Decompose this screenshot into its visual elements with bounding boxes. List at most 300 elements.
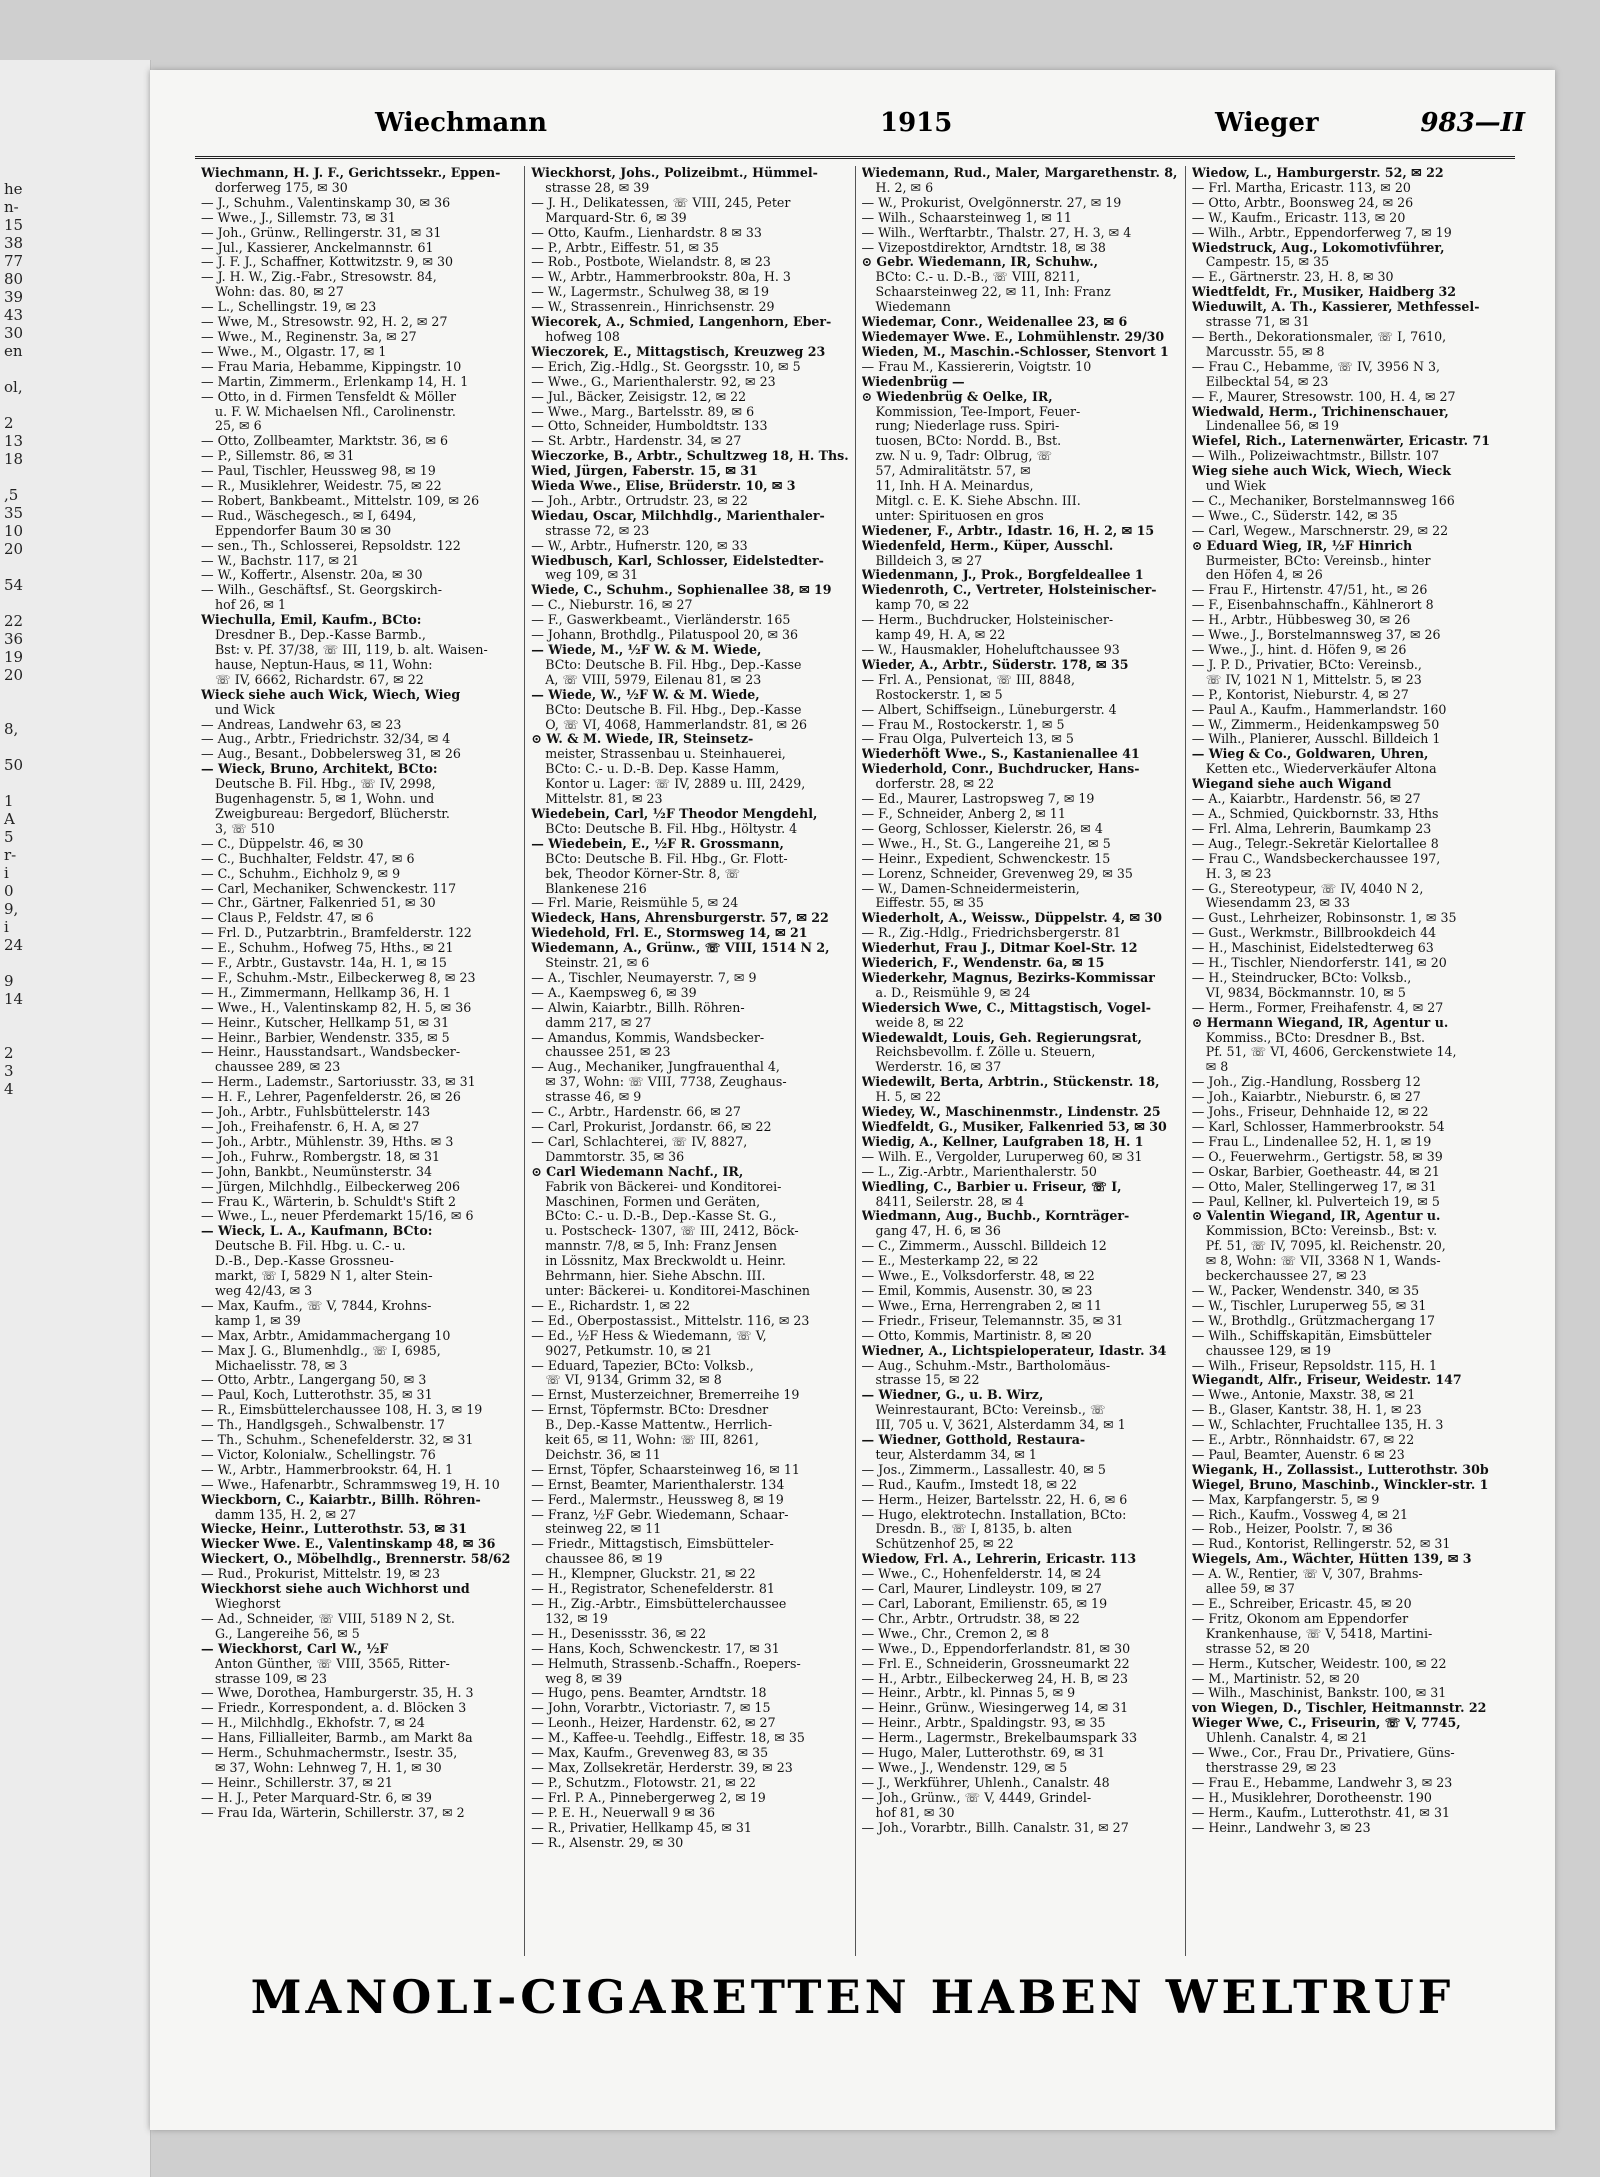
directory-entry: Wiedenroth, C., Vertreter, Holsteinischer- — [861, 583, 1157, 598]
directory-entry: — A., Kaiarbtr., Hardenstr. 56, ✉ 27 — [1191, 792, 1421, 807]
directory-entry: und Wick — [215, 702, 275, 717]
directory-entry: — H., Milchhdlg., Ekhofstr. 7, ✉ 24 — [201, 1716, 425, 1731]
directory-entry: Wiechmann, H. J. F., Gerichtssekr., Eppen- — [201, 166, 501, 180]
directory-entry: — Paul A., Kaufm., Hammerlandstr. 160 — [1191, 702, 1447, 717]
directory-entry: Deichstr. 36, ✉ 11 — [545, 1447, 661, 1462]
directory-entry: — Jul., Bäcker, Zeisigstr. 12, ✉ 22 — [531, 389, 747, 404]
directory-entry: Deutsche B. Fil. Hbg. u. C.- u. — [215, 1239, 406, 1254]
directory-entry: — Th., Handlgsgeh., Schwalbenstr. 17 — [201, 1418, 445, 1433]
directory-entry: — Wieg & Co., Goldwaren, Uhren, — [1191, 747, 1429, 762]
directory-entry: kamp 1, ✉ 39 — [215, 1313, 301, 1328]
directory-page — [150, 70, 1555, 2130]
directory-entry: 57, Admiralitätstr. 57, ✉ — [875, 464, 1031, 479]
directory-entry: hause, Neptun-Haus, ✉ 11, Wohn: — [215, 657, 433, 672]
directory-entry: chaussee 129, ✉ 19 — [1205, 1343, 1331, 1358]
directory-entry: 132, ✉ 19 — [545, 1611, 608, 1626]
directory-entry: — Wwe., M., Reginenstr. 3a, ✉ 27 — [201, 329, 417, 344]
directory-entry: — Heinr., Expedient, Schwenckestr. 15 — [861, 851, 1111, 866]
directory-entry: — Wwe., Hafenarbtr., Schrammsweg 19, H. 10 — [201, 1477, 500, 1492]
directory-entry: strasse 109, ✉ 23 — [215, 1671, 328, 1686]
directory-entry: Wieckert, O., Möbelhdlg., Brennerstr. 58/62 — [201, 1552, 511, 1567]
directory-entry: — Oskar, Barbier, Goetheastr. 44, ✉ 21 — [1191, 1164, 1440, 1179]
directory-entry: 11, Inh. H A. Meinardus, — [875, 479, 1034, 494]
directory-entry: — Rud., Prokurist, Mittelstr. 19, ✉ 23 — [201, 1567, 440, 1582]
directory-entry: — Hugo, Maler, Lutterothstr. 69, ✉ 31 — [861, 1746, 1105, 1761]
directory-entry: H. 2, ✉ 6 — [875, 180, 934, 195]
directory-entry: — W., Damen-Schneidermeisterin, — [861, 881, 1080, 896]
directory-entry: — Ernst, Beamter, Marienthalerstr. 134 — [531, 1477, 785, 1492]
directory-entry: den Höfen 4, ✉ 26 — [1205, 568, 1323, 583]
directory-entry: — Hans, Fillialleiter, Barmb., am Markt 8a — [201, 1731, 473, 1746]
directory-entry: — R., Musiklehrer, Weidestr. 75, ✉ 22 — [201, 479, 442, 494]
directory-entry: Marquard-Str. 6, ✉ 39 — [545, 210, 687, 225]
directory-entry: B., Dep.-Kasse Mattentw., Herrlich- — [545, 1418, 773, 1433]
directory-entry: strasse 15, ✉ 22 — [875, 1373, 980, 1388]
directory-entry: — Friedr., Friseur, Telemannstr. 35, ✉ 31 — [861, 1313, 1124, 1328]
directory-entry: — H., Zig.-Arbtr., Eimsbüttelerchaussee — [531, 1597, 787, 1611]
directory-entry: — A. W., Rentier, ☏ V, 307, Brahms- — [1191, 1567, 1423, 1582]
directory-entry: — H., Arbtr., Hübbesweg 30, ✉ 26 — [1191, 613, 1411, 628]
margin-fragment: 8, — [4, 720, 19, 738]
directory-entry: Eppendorfer Baum 30 ✉ 30 — [215, 523, 392, 538]
directory-entry: — Johann, Brothdlg., Pilatuspool 20, ✉ 36 — [531, 628, 799, 643]
directory-entry: ⊙ Gebr. Wiedemann, IR, Schuhw., — [861, 255, 1099, 270]
directory-entry: — E., Mesterkamp 22, ✉ 22 — [861, 1254, 1039, 1269]
directory-entry: Wiedewilt, Berta, Arbtrin., Stückenstr. 18, — [861, 1075, 1160, 1090]
directory-entry: Wiedemar, Conr., Weidenallee 23, ✉ 6 — [861, 315, 1128, 330]
directory-entry: — Wilh., Arbtr., Eppendorferweg 7, ✉ 19 — [1191, 225, 1452, 240]
margin-fragment: 35 — [4, 504, 24, 522]
directory-entry: — Max, Zollsekretär, Herderstr. 39, ✉ 23 — [531, 1760, 793, 1775]
directory-entry: — Robert, Bankbeamt., Mittelstr. 109, ✉ 26 — [201, 493, 480, 508]
margin-fragment: 22 — [4, 612, 24, 630]
directory-entry: — Gust., Werkmstr., Billbrookdeich 44 — [1191, 926, 1437, 941]
directory-entry: — Frau Olga, Pulverteich 13, ✉ 5 — [861, 732, 1074, 747]
directory-entry: — Herm., Kutscher, Weidestr. 100, ✉ 22 — [1191, 1656, 1447, 1671]
directory-entry: Wiedbusch, Karl, Schlosser, Eidelstedter- — [531, 553, 824, 568]
directory-entry: markt, ☏ I, 5829 N 1, alter Stein- — [215, 1269, 433, 1284]
margin-fragment: 2 — [4, 414, 14, 432]
directory-entry: — Rud., Kaufm., Imstedt 18, ✉ 22 — [861, 1477, 1078, 1492]
margin-fragment: 18 — [4, 450, 24, 468]
directory-entry: — Max, Kaufm., Grevenweg 83, ✉ 35 — [531, 1746, 769, 1761]
directory-entry: — Heinr., Landwehr 3, ✉ 23 — [1191, 1820, 1371, 1835]
directory-entry: — Andreas, Landwehr 63, ✉ 23 — [201, 717, 402, 732]
directory-entry: — Joh., Vorarbtr., Billh. Canalstr. 31, ✉ 27 — [861, 1820, 1129, 1835]
directory-entry: — Frau L., Lindenallee 52, H. 1, ✉ 19 — [1191, 1134, 1432, 1149]
directory-entry: Schaarsteinweg 22, ✉ 11, Inh: Franz — [875, 285, 1111, 300]
directory-entry: — Rich., Kaufm., Vossweg 4, ✉ 21 — [1191, 1507, 1409, 1522]
directory-entry: Wiedemann, Rud., Maler, Margarethenstr. 8, — [861, 166, 1178, 180]
directory-entry: — W., Arbtr., Hammerbrookstr. 80a, H. 3 — [531, 270, 791, 285]
directory-entry: — P. E. H., Neuerwall 9 ✉ 36 — [531, 1805, 715, 1820]
directory-entry: dorferstr. 28, ✉ 22 — [875, 777, 995, 792]
directory-entry: Eiffestr. 55, ✉ 35 — [875, 896, 984, 911]
directory-entry: — Otto, Schneider, Humboldtstr. 133 — [531, 419, 768, 434]
directory-entry: — Joh., Freihafenstr. 6, H. A, ✉ 27 — [201, 1120, 420, 1134]
directory-entry: — Lorenz, Schneider, Grevenweg 29, ✉ 35 — [861, 866, 1133, 881]
directory-entry: — Carl, Laborant, Emilienstr. 65, ✉ 19 — [861, 1597, 1108, 1611]
directory-entry: — Alwin, Kaiarbtr., Billh. Röhren- — [531, 1000, 745, 1015]
directory-entry: — Aug., Besant., Dobbelersweg 31, ✉ 26 — [201, 747, 461, 762]
directory-entry: — Eduard, Tapezier, BCto: Volksb., — [531, 1358, 754, 1373]
directory-entry: chaussee 289, ✉ 23 — [215, 1060, 341, 1075]
directory-entry: Wiegank, H., Zollassist., Lutterothstr. 30b — [1191, 1462, 1489, 1477]
margin-fragment: 14 — [4, 990, 24, 1008]
directory-entry: ✉ 8, Wohn: ☏ VII, 3368 N 1, Wands- — [1205, 1254, 1441, 1269]
directory-entry: — W., Koffertr., Alsenstr. 20a, ✉ 30 — [201, 568, 423, 583]
directory-entry: Dresdn. B., ☏ I, 8135, b. alten — [875, 1522, 1072, 1537]
directory-entry: — Wiede, W., ½F W. & M. Wiede, — [531, 687, 760, 702]
directory-entry: — W., Brothdlg., Grützmachergang 17 — [1191, 1313, 1436, 1328]
margin-fragment: i — [4, 918, 9, 936]
directory-entry: — B., Glaser, Kantstr. 38, H. 1, ✉ 23 — [1191, 1403, 1422, 1418]
directory-entry: kamp 70, ✉ 22 — [875, 598, 970, 613]
directory-entry: — H., Registrator, Schenefelderstr. 81 — [531, 1582, 775, 1597]
margin-fragment: 9 — [4, 972, 14, 990]
directory-entry: — Ernst, Töpfer, Schaarsteinweg 16, ✉ 11 — [531, 1462, 800, 1477]
directory-entry: — Wwe, M., Stresowstr. 92, H. 2, ✉ 27 — [201, 315, 448, 330]
directory-entry: — Aug., Mechaniker, Jungfrauenthal 4, — [531, 1060, 780, 1075]
directory-entry: — Wilh., Polizeiwachtmstr., Billstr. 107 — [1191, 449, 1440, 464]
directory-entry: — Joh., Arbtr., Fuhlsbüttelerstr. 143 — [201, 1105, 431, 1120]
directory-entry: Wieczorek, E., Mittagstisch, Kreuzweg 23 — [531, 344, 826, 359]
header-right-keyword: Wieger — [1215, 108, 1319, 138]
margin-fragment: 43 — [4, 306, 24, 324]
directory-entry: A, ☏ VIII, 5979, Eilenau 81, ✉ 23 — [545, 672, 762, 687]
directory-entry: ☏ VI, 9134, Grimm 32, ✉ 8 — [545, 1373, 722, 1388]
directory-entry: — Max, Kaufm., ☏ V, 7844, Krohns- — [201, 1298, 432, 1313]
directory-entry: — Wiedebein, E., ½F R. Grossmann, — [531, 836, 784, 851]
directory-entry: — Wilh., Maschinist, Bankstr. 100, ✉ 31 — [1191, 1686, 1447, 1701]
directory-entry: Wieder, A., Arbtr., Süderstr. 178, ✉ 35 — [861, 657, 1129, 672]
directory-entry: Wiedow, L., Hamburgerstr. 52, ✉ 22 — [1191, 166, 1444, 180]
margin-fragment: en — [4, 342, 23, 360]
directory-entry: — Wwe., J., Sillemstr. 73, ✉ 31 — [201, 210, 396, 225]
directory-entry: strasse 52, ✉ 20 — [1205, 1641, 1310, 1656]
directory-entry: Steinstr. 21, ✉ 6 — [545, 956, 650, 971]
directory-entry: — Jos., Zimmerm., Lassallestr. 40, ✉ 5 — [861, 1462, 1106, 1477]
directory-entry: — Heinr., Barbier, Wendenstr. 335, ✉ 5 — [201, 1030, 450, 1045]
directory-entry: — Wilh., Werftarbtr., Thalstr. 27, H. 3, ✉ 4 — [861, 225, 1132, 240]
directory-entry: Wiedemayer Wwe. E., Lohmühlenstr. 29/30 — [861, 329, 1165, 344]
directory-entry: — Joh., Grünw., ☏ V, 4449, Grindel- — [861, 1790, 1092, 1805]
directory-entry: Wiedmann, Aug., Buchb., Kornträger- — [861, 1209, 1130, 1224]
margin-fragment — [4, 702, 23, 720]
directory-entry: chaussee 251, ✉ 23 — [545, 1045, 671, 1060]
directory-entry: — Claus P., Feldstr. 47, ✉ 6 — [201, 911, 374, 926]
directory-entry: — Frau Maria, Hebamme, Kippingstr. 10 — [201, 359, 462, 374]
directory-entry: Kommission, BCto: Vereinsb., Bst: v. — [1205, 1224, 1438, 1239]
directory-entry: — Heinr., Hausstandsart., Wandsbecker- — [201, 1045, 461, 1060]
directory-entry: — Frl. Alma, Lehrerin, Baumkamp 23 — [1191, 821, 1432, 836]
directory-entry: Wiedau, Oscar, Milchhdlg., Marienthaler- — [531, 508, 825, 523]
directory-entry: ⊙ Wiedenbrüg & Oelke, IR, — [861, 389, 1053, 404]
directory-entry: — Wwe., J., Wendenstr. 129, ✉ 5 — [861, 1760, 1068, 1775]
directory-entry: — Erich, Zig.-Hdlg., St. Georgsstr. 10, ✉ 5 — [531, 359, 801, 374]
directory-entry: — Carl, Maurer, Lindleystr. 109, ✉ 27 — [861, 1582, 1102, 1597]
margin-fragment: 0 — [4, 882, 14, 900]
margin-fragment: 10 — [4, 522, 24, 540]
directory-entry: — L., Schellingstr. 19, ✉ 23 — [201, 300, 377, 315]
directory-entry: Wiede, C., Schuhm., Sophienallee 38, ✉ 19 — [531, 583, 832, 598]
directory-entry: — A., Tischler, Neumayerstr. 7, ✉ 9 — [531, 970, 757, 985]
directory-entry: ✉ 37, Wohn: ☏ VIII, 7738, Zeughaus- — [545, 1075, 787, 1090]
directory-entry: — Wiedner, Gotthold, Restaura- — [861, 1433, 1086, 1448]
directory-entry: — Max, Arbtr., Amidammachergang 10 — [201, 1328, 451, 1343]
directory-entry: — Wwe., Antonie, Maxstr. 38, ✉ 21 — [1191, 1388, 1416, 1403]
directory-entry: — C., Schuhm., Eichholz 9, ✉ 9 — [201, 866, 401, 881]
directory-entry: Fabrik von Bäckerei- und Konditorei- — [545, 1179, 782, 1194]
directory-entry: Wiedewaldt, Louis, Geh. Regierungsrat, — [861, 1030, 1142, 1045]
directory-entry: Deutsche B. Fil. Hbg., ☏ IV, 2998, — [215, 777, 436, 792]
margin-fragment: 3 — [4, 1062, 14, 1080]
directory-entry: — Joh., Grünw., Rellingerstr. 31, ✉ 31 — [201, 225, 442, 240]
directory-entry: weg 8, ✉ 39 — [545, 1671, 623, 1686]
directory-entry: Wieckhorst siehe auch Wichhorst und — [201, 1582, 470, 1597]
directory-entry: — Victor, Kolonialw., Schellingstr. 76 — [201, 1447, 436, 1462]
directory-entry: — Wwe., H., Valentinskamp 82, H. 5, ✉ 36 — [201, 1000, 472, 1015]
directory-entry: III, 705 u. V, 3621, Alsterdamm 34, ✉ 1 — [875, 1418, 1126, 1433]
directory-entry: dorferweg 175, ✉ 30 — [215, 180, 348, 195]
directory-entry: weide 8, ✉ 22 — [875, 1015, 964, 1030]
directory-entry: Wiederhut, Frau J., Ditmar Koel-Str. 12 — [861, 941, 1138, 956]
directory-entry: — Chr., Arbtr., Ortrudstr. 38, ✉ 22 — [861, 1611, 1080, 1626]
directory-entry: — Frau F., Hirtenstr. 47/51, ht., ✉ 26 — [1191, 583, 1428, 598]
directory-entry: — Wwe., G., Marienthalerstr. 92, ✉ 23 — [531, 374, 776, 389]
directory-entry: — Wwe., E., Volksdorferstr. 48, ✉ 22 — [861, 1269, 1095, 1284]
directory-entry: — Wwe., C., Süderstr. 142, ✉ 35 — [1191, 508, 1398, 523]
directory-entry: — Wiede, M., ½F W. & M. Wiede, — [531, 643, 762, 657]
directory-entry: — Frl. Martha, Ericastr. 113, ✉ 20 — [1191, 180, 1411, 195]
directory-entry: — Carl, Schlachterei, ☏ IV, 8827, — [531, 1134, 748, 1149]
directory-entry: — Wilh., Planierer, Ausschl. Billdeich 1 — [1191, 732, 1441, 747]
directory-entry: — Wieckhorst, Carl W., ½F — [201, 1641, 389, 1656]
margin-fragment: 80 — [4, 270, 24, 288]
margin-fragment: 36 — [4, 630, 24, 648]
directory-entry: — C., Nieburstr. 16, ✉ 27 — [531, 598, 693, 613]
directory-entry: Wieger Wwe, C., Friseurin, ☏ V, 7745, — [1191, 1716, 1461, 1731]
directory-entry: Wiecker Wwe. E., Valentinskamp 48, ✉ 36 — [201, 1537, 496, 1552]
directory-entry: Wiedenfeld, Herm., Küper, Ausschl. — [861, 538, 1114, 553]
directory-entry: — Otto, Arbtr., Boonsweg 24, ✉ 26 — [1191, 195, 1414, 210]
directory-entry: Maschinen, Formen und Geräten, — [545, 1194, 761, 1209]
directory-entry: — Joh., Fuhrw., Rombergstr. 18, ✉ 31 — [201, 1149, 441, 1164]
margin-fragment: i — [4, 864, 9, 882]
directory-entry: therstrasse 29, ✉ 23 — [1205, 1760, 1337, 1775]
column-2 — [525, 166, 855, 1956]
directory-entry: — Frau M., Rostockerstr. 1, ✉ 5 — [861, 717, 1065, 732]
margin-fragment — [4, 1008, 23, 1026]
directory-entry: Bst: v. Pf. 37/38, ☏ III, 119, b. alt. Waisen- — [215, 643, 488, 657]
directory-entry: Wiedeck, Hans, Ahrensburgerstr. 57, ✉ 22 — [531, 911, 829, 926]
directory-entry: — W., Strassenrein., Hinrichsenstr. 29 — [531, 300, 775, 315]
directory-entry: — Wwe., Cor., Frau Dr., Privatiere, Güns- — [1191, 1746, 1455, 1761]
directory-entry: — H., Klempner, Gluckstr. 21, ✉ 22 — [531, 1567, 756, 1582]
directory-entry: — J. H. W., Zig.-Fabr., Stresowstr. 84, — [201, 270, 437, 285]
directory-entry: mannstr. 7/8, ✉ 5, Inh: Franz Jensen — [545, 1239, 778, 1254]
directory-entry: ⊙ Valentin Wiegand, IR, Agentur u. — [1191, 1209, 1441, 1224]
directory-entry: — Herm., Kaufm., Lutterothstr. 41, ✉ 31 — [1191, 1805, 1450, 1820]
directory-entry: Wiederhöft Wwe., S., Kastanienallee 41 — [861, 747, 1140, 762]
directory-entry: Schützenhof 25, ✉ 22 — [875, 1537, 1014, 1552]
directory-entry: — Berth., Dekorationsmaler, ☏ I, 7610, — [1191, 329, 1447, 344]
directory-entry: BCto: C.- u. D.-B., ☏ VIII, 8211, — [875, 270, 1081, 285]
directory-entry: — C., Buchhalter, Feldstr. 47, ✉ 6 — [201, 851, 415, 866]
directory-entry: Wiedwald, Herm., Trichinenschauer, — [1191, 404, 1449, 419]
page-number: 983—II — [1420, 108, 1525, 138]
directory-entry: Anton Günther, ☏ VIII, 3565, Ritter- — [215, 1656, 450, 1671]
directory-entry: Werderstr. 16, ✉ 37 — [875, 1060, 1002, 1075]
directory-entry: — Wilh. E., Vergolder, Luruperweg 60, ✉ 31 — [861, 1149, 1143, 1164]
directory-entry: — Frl. A., Pensionat, ☏ III, 8848, — [861, 672, 1075, 687]
directory-entry: in Lössnitz, Max Breckwoldt u. Heinr. — [545, 1254, 786, 1269]
directory-entry: Lindenallee 56, ✉ 19 — [1205, 419, 1339, 434]
margin-fragment — [4, 738, 23, 756]
directory-entry: weg 109, ✉ 31 — [545, 568, 639, 583]
directory-entry: — W., Arbtr., Hufnerstr. 120, ✉ 33 — [531, 538, 748, 553]
directory-entry: Wiechulla, Emil, Kaufm., BCto: — [201, 613, 422, 628]
directory-entry: ⊙ Hermann Wiegand, IR, Agentur u. — [1191, 1015, 1449, 1030]
directory-entry: — Frau M., Kassiererin, Voigtstr. 10 — [861, 359, 1092, 374]
directory-entry: Wieckborn, C., Kaiarbtr., Billh. Röhren- — [201, 1492, 481, 1507]
directory-entry: — C., Arbtr., Hardenstr. 66, ✉ 27 — [531, 1105, 741, 1120]
directory-entry: Wiedey, W., Maschinenmstr., Lindenstr. 25 — [861, 1105, 1161, 1120]
directory-entry: — P., Arbtr., Eiffestr. 51, ✉ 35 — [531, 240, 720, 255]
directory-entry: — H., Desenissstr. 36, ✉ 22 — [531, 1626, 707, 1641]
margin-fragment: ol, — [4, 378, 23, 396]
directory-entry: — E., Arbtr., Rönnhaidstr. 67, ✉ 22 — [1191, 1433, 1415, 1448]
directory-entry: hof 26, ✉ 1 — [215, 598, 286, 613]
directory-entry: — Frau C., Hebamme, ☏ IV, 3956 N 3, — [1191, 359, 1440, 374]
directory-entry: — Heinr., Arbtr., kl. Pinnas 5, ✉ 9 — [861, 1686, 1076, 1701]
directory-entry: Wieg siehe auch Wick, Wiech, Wieck — [1191, 464, 1451, 479]
directory-entry: Michaelisstr. 78, ✉ 3 — [215, 1358, 348, 1373]
directory-entry: — Wwe., C., Hohenfelderstr. 14, ✉ 24 — [861, 1567, 1102, 1582]
directory-entry: Wiedener, F., Arbtr., Idastr. 16, H. 2, ✉ 15 — [861, 523, 1155, 538]
directory-entry: a. D., Reismühle 9, ✉ 24 — [875, 985, 1031, 1000]
header-year: 1915 — [880, 108, 953, 138]
directory-entry: Behrmann, hier. Siehe Abschn. III. — [545, 1269, 766, 1284]
directory-entry: — Wwe., D., Eppendorferlandstr. 81, ✉ 30 — [861, 1641, 1131, 1656]
margin-fragment: 77 — [4, 252, 24, 270]
margin-fragment: 54 — [4, 576, 24, 594]
directory-entry: Rostockerstr. 1, ✉ 5 — [875, 687, 1003, 702]
directory-entry: weg 42/43, ✉ 3 — [215, 1283, 313, 1298]
directory-entry: — J. P. D., Privatier, BCto: Vereinsb., — [1191, 657, 1422, 672]
adjacent-page-fragments — [4, 180, 23, 1098]
directory-entry: — P., Sillemstr. 86, ✉ 31 — [201, 449, 355, 464]
directory-entry: Wieck siehe auch Wick, Wiech, Wieg — [201, 687, 461, 702]
directory-entry: Wiedenmann, J., Prok., Borgfeldeallee 1 — [861, 568, 1144, 583]
directory-entry: kamp 49, H. A, ✉ 22 — [875, 628, 1006, 643]
directory-entry: — Friedr., Korrespondent, a. d. Blöcken 3 — [201, 1701, 467, 1716]
margin-fragment — [4, 1026, 23, 1044]
directory-entry: — H. F., Lehrer, Pagenfelderstr. 26, ✉ 26 — [201, 1090, 461, 1105]
directory-entry: BCto: Deutsche B. Fil. Hbg., Dep.-Kasse — [545, 702, 802, 717]
margin-fragment: n- — [4, 198, 19, 216]
directory-entry: — F., Arbtr., Gustavstr. 14a, H. 1, ✉ 15 — [201, 956, 447, 971]
directory-entry: hofweg 108 — [545, 329, 620, 344]
margin-fragment: 24 — [4, 936, 24, 954]
directory-entry: O, ☏ VI, 4068, Hammerlandstr. 81, ✉ 26 — [545, 717, 808, 732]
directory-entry: 3, ☏ 510 — [215, 821, 275, 836]
directory-entry: Wiegand siehe auch Wigand — [1191, 777, 1392, 792]
directory-entry: — John, Bankbt., Neumünsterstr. 34 — [201, 1164, 433, 1179]
directory-entry: 9027, Petkumstr. 10, ✉ 21 — [545, 1343, 713, 1358]
directory-entry: — Paul, Tischler, Heussweg 98, ✉ 19 — [201, 464, 436, 479]
margin-fragment: 9, — [4, 900, 19, 918]
directory-entry: — C., Mechaniker, Borstelmannsweg 166 — [1191, 493, 1455, 508]
margin-fragment — [4, 954, 23, 972]
directory-entry: — W., Arbtr., Hammerbrookstr. 64, H. 1 — [201, 1462, 454, 1477]
directory-entry: — M., Martinistr. 52, ✉ 20 — [1191, 1671, 1360, 1686]
directory-entry: — Ernst, Töpfermstr. BCto: Dresdner — [531, 1403, 769, 1418]
directory-entry: — Heinr., Arbtr., Spaldingstr. 93, ✉ 35 — [861, 1716, 1106, 1731]
directory-entry: — Wwe., Chr., Cremon 2, ✉ 8 — [861, 1626, 1050, 1641]
margin-fragment: 2 — [4, 1044, 14, 1062]
directory-entry: — C., Düppelstr. 46, ✉ 30 — [201, 836, 364, 851]
directory-entry: — Ad., Schneider, ☏ VIII, 5189 N 2, St. — [201, 1611, 455, 1626]
margin-fragment: 20 — [4, 540, 24, 558]
directory-entry: — Wieck, Bruno, Architekt, BCto: — [201, 762, 438, 777]
directory-entry: — Hugo, pens. Beamter, Arndtstr. 18 — [531, 1686, 767, 1701]
directory-entry: — Paul, Beamter, Auenstr. 6 ✉ 23 — [1191, 1447, 1405, 1462]
adjacent-page-margin — [0, 60, 151, 2177]
margin-fragment: 50 — [4, 756, 24, 774]
directory-entry: BCto: Deutsche B. Fil. Hbg., Dep.-Kasse — [545, 657, 802, 672]
directory-entry: — Joh., Arbtr., Ortrudstr. 23, ✉ 22 — [531, 493, 748, 508]
directory-entry: — J. F. J., Schaffner, Kottwitzstr. 9, ✉ 30 — [201, 255, 454, 270]
directory-entry: — Herm., Heizer, Bartelsstr. 22, H. 6, ✉ 6 — [861, 1492, 1128, 1507]
directory-entry: — H., Musiklehrer, Dorotheenstr. 190 — [1191, 1790, 1432, 1805]
directory-entry: — H., Zimmermann, Hellkamp 36, H. 1 — [201, 985, 452, 1000]
directory-entry: ✉ 37, Wohn: Lehnweg 7, H. 1, ✉ 30 — [215, 1760, 442, 1775]
directory-entry: — Wilh., Schiffskapitän, Eimsbütteler — [1191, 1328, 1432, 1343]
directory-entry: — Ernst, Musterzeichner, Bremerreihe 19 — [531, 1388, 800, 1403]
advertisement-banner: MANOLI-CIGARETTEN HABEN WELTRUF — [250, 1970, 1455, 2024]
directory-entry: Wiederholt, A., Weissw., Düppelstr. 4, ✉ 30 — [861, 911, 1162, 926]
directory-entry: — Frl. D., Putzarbtrin., Bramfelderstr. 122 — [201, 926, 472, 941]
directory-entry: strasse 46, ✉ 9 — [545, 1090, 642, 1105]
directory-entry: — Max J. G., Blumenhdlg., ☏ I, 6985, — [201, 1343, 441, 1358]
directory-entry: Wiedemann, A., Grünw., ☏ VIII, 1514 N 2, — [531, 941, 830, 956]
directory-entry: Wiesendamm 23, ✉ 33 — [1205, 896, 1351, 911]
directory-entry: — J., Schuhm., Valentinskamp 30, ✉ 36 — [201, 195, 451, 210]
directory-entry: — J. H., Delikatessen, ☏ VIII, 245, Peter — [531, 195, 791, 210]
directory-entry: — M., Kaffee-u. Teehdlg., Eiffestr. 18, ✉ 35 — [531, 1731, 805, 1746]
directory-entry: — Wwe., M., Olgastr. 17, ✉ 1 — [201, 344, 387, 359]
directory-entry: — Wwe., L., neuer Pferdemarkt 15/16, ✉ 6 — [201, 1209, 474, 1224]
directory-entry: — Carl, Mechaniker, Schwenckestr. 117 — [201, 881, 457, 896]
directory-entry: — Hans, Koch, Schwenckestr. 17, ✉ 31 — [531, 1641, 780, 1656]
directory-entry: — Rud., Wäschegesch., ✉ I, 6494, — [201, 508, 417, 523]
directory-entry: — Herm., Schuhmachermstr., Isestr. 35, — [201, 1746, 458, 1761]
directory-entry: Wiedner, A., Lichtspieloperateur, Idastr. 34 — [861, 1343, 1167, 1358]
directory-entry: zw. N u. 9, Tadr: Olbrug, ☏ — [875, 449, 1053, 464]
directory-entry: — R., Privatier, Hellkamp 45, ✉ 31 — [531, 1820, 752, 1835]
directory-entry: — Leonh., Heizer, Hardenstr. 62, ✉ 27 — [531, 1716, 776, 1731]
directory-entry: — Herm., Lagermstr., Brekelbaumspark 33 — [861, 1731, 1138, 1746]
directory-entry: — Vizepostdirektor, Arndtstr. 18, ✉ 38 — [861, 240, 1106, 255]
directory-entry: — P., Kontorist, Nieburstr. 4, ✉ 27 — [1191, 687, 1409, 702]
directory-entry: damm 217, ✉ 27 — [545, 1015, 652, 1030]
margin-fragment: 20 — [4, 666, 24, 684]
directory-entry: — St. Arbtr., Hardenstr. 34, ✉ 27 — [531, 434, 742, 449]
directory-entry: Weinrestaurant, BCto: Vereinsb., ☏ — [875, 1403, 1106, 1418]
directory-entry: Wieden, M., Maschin.-Schlosser, Stenvort 1 — [861, 344, 1169, 359]
directory-entry: BCto: Deutsche B. Fil. Hbg., Höltystr. 4 — [545, 821, 798, 836]
